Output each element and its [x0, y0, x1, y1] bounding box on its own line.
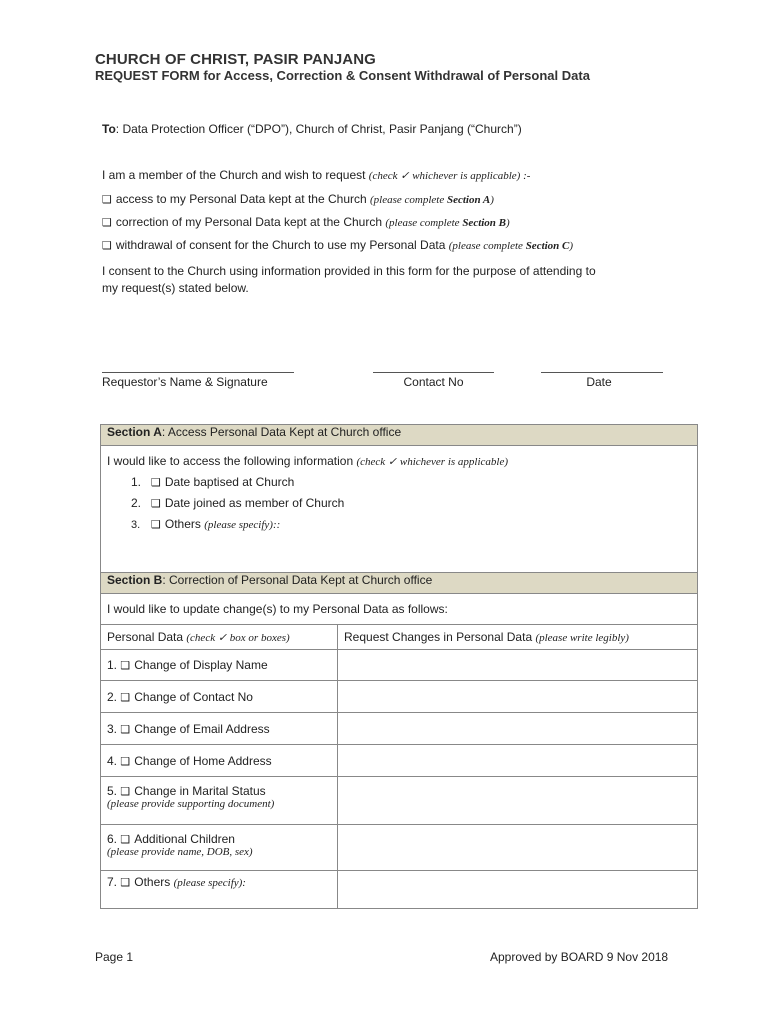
row-label-cell[interactable] — [101, 825, 338, 871]
section-a-item[interactable] — [131, 496, 691, 510]
checkbox-icon[interactable]: ❑ — [120, 877, 131, 889]
row-label-cell[interactable] — [101, 871, 338, 909]
table-row — [101, 825, 698, 871]
section-a-intro — [107, 454, 691, 468]
row-label-cell[interactable] — [101, 777, 338, 825]
request-hint: (please complete — [370, 194, 447, 206]
row-note: (please provide name, DOB, sex) — [107, 846, 253, 858]
request-close: ) — [569, 240, 574, 252]
table-row — [101, 681, 698, 713]
section-b-intro-row — [101, 594, 698, 625]
checkbox-icon[interactable]: ❑ — [151, 477, 161, 489]
row-number: 5. — [107, 784, 118, 798]
row-label-cell[interactable] — [101, 650, 338, 681]
request-close: ) — [490, 194, 494, 206]
consent-line-2: my request(s) stated below. — [102, 281, 249, 295]
name-signature-label: Requestor’s Name & Signature — [102, 375, 268, 389]
request-hint: (please complete — [385, 217, 463, 229]
item-text: Date baptised at Church — [164, 475, 295, 489]
checkbox-icon[interactable]: ❑ — [120, 786, 131, 798]
item-text: Date joined as member of Church — [164, 496, 345, 510]
row-number: 2. — [107, 689, 118, 704]
item-number: 3. — [131, 519, 141, 531]
col2-hint: (please write legibly) — [535, 632, 629, 644]
col1-hint: (check ✓ box or boxes) — [186, 632, 290, 644]
checkbox-icon[interactable]: ❑ — [151, 519, 161, 531]
row-text: Change of Display Name — [134, 658, 268, 672]
checkbox-icon[interactable]: ❑ — [120, 723, 131, 736]
section-b-column-headers — [101, 625, 698, 650]
section-a-item[interactable] — [131, 517, 691, 531]
form-org-title: CHURCH OF CHRIST, PASIR PANJANG — [95, 51, 376, 68]
checkbox-icon[interactable]: ❑ — [120, 755, 131, 768]
consent-line-1: I consent to the Church using information provided in this form for the purpose of attending to — [102, 264, 596, 278]
change-entry-field[interactable] — [338, 825, 698, 871]
row-note: (please specify): — [173, 877, 246, 889]
table-row — [101, 871, 698, 909]
row-label-cell[interactable] — [101, 681, 338, 713]
request-hint: (please complete — [448, 240, 526, 252]
request-section: Section C — [525, 240, 570, 252]
section-b-label: Section B — [107, 573, 163, 587]
request-section: Section B — [462, 217, 507, 229]
request-withdrawal-option[interactable] — [102, 238, 573, 252]
checkbox-icon[interactable]: ❑ — [120, 691, 131, 704]
change-entry-field[interactable] — [338, 650, 698, 681]
row-text: Others — [134, 875, 174, 889]
row-text: Change of Home Address — [134, 753, 272, 768]
to-text: : Data Protection Officer (“DPO”), Church of Christ, Pasir Panjang (“Church”) — [115, 122, 522, 136]
form-title: REQUEST FORM for Access, Correction & Consent Withdrawal of Personal Data — [95, 68, 590, 83]
item-number: 2. — [131, 496, 142, 510]
checkbox-icon[interactable]: ❑ — [102, 194, 112, 206]
change-entry-field[interactable] — [338, 681, 698, 713]
change-entry-field[interactable] — [338, 713, 698, 745]
item-hint: (please specify):: — [204, 519, 281, 531]
row-text: Change of Email Address — [134, 721, 270, 736]
section-a-list — [131, 475, 691, 531]
date-line[interactable] — [541, 372, 663, 373]
form-table — [100, 424, 698, 909]
checkbox-icon[interactable]: ❑ — [102, 240, 112, 252]
section-b-intro: I would like to update change(s) to my Personal Data as follows: — [101, 594, 698, 625]
row-number: 6. — [107, 832, 118, 846]
section-a-title: : Access Personal Data Kept at Church office — [161, 425, 402, 439]
to-label: To — [102, 122, 116, 136]
request-section: Section A — [446, 194, 491, 206]
contact-no-line[interactable] — [373, 372, 494, 373]
checkbox-icon[interactable]: ❑ — [120, 834, 131, 846]
intro-hint: (check ✓ whichever is applicable) :- — [368, 170, 531, 182]
row-text: Change of Contact No — [134, 689, 253, 704]
request-access-option[interactable] — [102, 192, 494, 206]
section-a-body — [101, 446, 698, 573]
table-row — [101, 713, 698, 745]
col-request-changes-header — [338, 625, 698, 650]
request-text: correction of my Personal Data kept at the Church — [115, 215, 386, 229]
table-row — [101, 650, 698, 681]
checkbox-icon[interactable]: ❑ — [151, 498, 161, 510]
change-entry-field[interactable] — [338, 745, 698, 777]
change-entry-field[interactable] — [338, 777, 698, 825]
page-number: Page 1 — [95, 950, 134, 964]
col2-label: Request Changes in Personal Data — [344, 630, 536, 644]
section-a-header — [101, 425, 698, 446]
intro-text: I am a member of the Church and wish to request — [102, 168, 369, 182]
section-a-item[interactable] — [131, 475, 691, 489]
table-row — [101, 777, 698, 825]
to-line — [102, 122, 522, 136]
row-note: (please provide supporting document) — [107, 798, 275, 810]
section-a-intro-text: I would like to access the following information — [107, 454, 357, 468]
request-text: withdrawal of consent for the Church to use my Personal Data — [115, 238, 449, 252]
name-signature-line[interactable] — [102, 372, 294, 373]
section-a-hint: (check ✓ whichever is applicable) — [356, 456, 509, 468]
change-entry-field[interactable] — [338, 871, 698, 909]
table-row — [101, 745, 698, 777]
row-text: Additional Children — [134, 832, 235, 846]
col-personal-data-header — [101, 625, 338, 650]
section-b-header — [101, 573, 698, 594]
item-text: Others — [164, 517, 205, 531]
row-number: 7. — [107, 875, 118, 889]
contact-no-label: Contact No — [403, 375, 464, 389]
section-a-label: Section A — [107, 425, 162, 439]
row-label-cell[interactable] — [101, 713, 338, 745]
section-b-title: : Correction of Personal Data Kept at Church office — [162, 573, 433, 587]
approval-note: Approved by BOARD 9 Nov 2018 — [490, 950, 669, 964]
checkbox-icon[interactable]: ❑ — [120, 660, 131, 672]
row-text: Change in Marital Status — [134, 784, 266, 798]
date-label: Date — [586, 375, 612, 389]
row-number: 1. — [107, 658, 118, 672]
item-number: 1. — [131, 475, 142, 489]
request-correction-option[interactable] — [102, 215, 510, 229]
row-label-cell[interactable] — [101, 745, 338, 777]
row-number: 4. — [107, 753, 118, 768]
row-number: 3. — [107, 721, 118, 736]
col1-label: Personal Data — [107, 630, 187, 644]
checkbox-icon[interactable]: ❑ — [102, 217, 112, 229]
request-text: access to my Personal Data kept at the Church — [115, 192, 370, 206]
intro-line — [102, 168, 530, 182]
request-close: ) — [506, 217, 510, 229]
